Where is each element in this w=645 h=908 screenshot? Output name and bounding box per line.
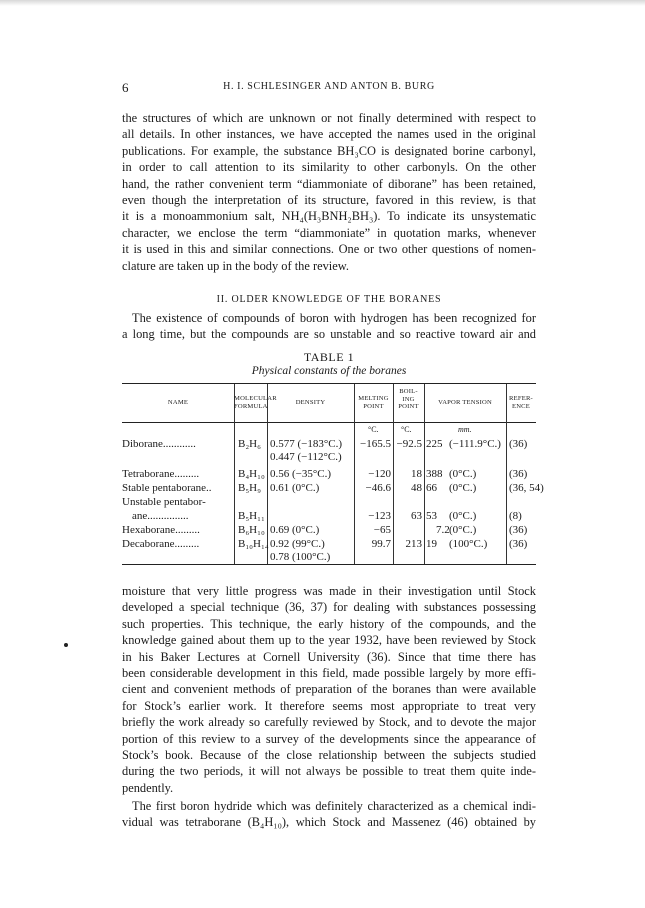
text-line: cient and convenient methods of preparation of the boranes than were available <box>122 682 536 697</box>
table-cell-density: 0.447 (−112°C.) <box>270 451 342 463</box>
text-line: developed a special technique (36, 37) for dealing with substances possessing <box>122 600 536 615</box>
table-cell-name: Diborane............ <box>122 438 196 450</box>
paragraph-first-hydride <box>122 798 536 831</box>
table-cell-vapor-mm: 66 <box>426 482 437 494</box>
table-cell-density: 0.69 (0°C.) <box>270 524 320 536</box>
text-line: pendently. <box>122 780 174 795</box>
table-cell-vapor-mm: 53 <box>426 510 437 522</box>
header-vapor-tension: VAPOR TENSION <box>438 399 492 406</box>
unit-vapor: mm. <box>458 425 472 434</box>
col-divider <box>354 384 355 564</box>
col-divider <box>424 384 425 564</box>
header-density: DENSITY <box>295 399 326 406</box>
table-cell-boiling: 18 <box>411 468 422 480</box>
header-formula: MOLECULAR FORMULA <box>234 395 277 410</box>
table-cell-name: Decaborane......... <box>122 538 200 550</box>
table-cell-vapor-mm: 7.2 <box>436 524 450 536</box>
table-cell-vapor-temp: (0°C.) <box>449 468 477 480</box>
table-cell-reference: (36) <box>509 524 528 536</box>
text-line: publications. For example, the substance BH₃CO is designated borine carbonyl, <box>122 143 536 158</box>
unit-melting: °C. <box>368 425 379 434</box>
text-line: character, we enclose the term “diammoniate” in quotation marks, whenever <box>122 225 536 240</box>
text-line: it is a monoammonium salt, NH₄(H₃BNH₂BH₃). To indicate its unsystematic <box>122 209 536 224</box>
table-cell-vapor-temp: (100°C.) <box>449 538 488 550</box>
table-cell-density: 0.61 (0°C.) <box>270 482 320 494</box>
table-cell-boiling: 63 <box>411 510 422 522</box>
table-cell-vapor-temp: (0°C.) <box>449 524 477 536</box>
table-cell-density: 0.78 (100°C.) <box>270 551 331 563</box>
text-line: Stock’s book. Because of the close relationship between the subjects studied <box>122 748 536 763</box>
table-cell-vapor-temp: (0°C.) <box>449 482 477 494</box>
margin-dot <box>64 643 68 647</box>
table-top-rule <box>122 383 536 384</box>
table-cell-boiling: 48 <box>411 482 422 494</box>
table-cell-formula: B₂H₆ <box>238 438 261 450</box>
col-divider <box>506 384 507 564</box>
running-title: H. I. SCHLESINGER AND ANTON B. BURG <box>223 81 435 92</box>
text-line: it is used in this and similar connections. One or two other questions of nomen- <box>122 242 536 257</box>
section-heading: II. OLDER KNOWLEDGE OF THE BORANES <box>216 294 442 305</box>
text-line: been considerable development in this field, made possible largely by more effi- <box>122 666 536 681</box>
table-cell-melting: −123 <box>368 510 391 522</box>
text-line: such properties. This technique, the early history of the compounds, and the <box>122 616 536 631</box>
text-line: in order to call attention to its similarity to other carbonyls. On the other <box>122 160 536 175</box>
boranes-table <box>122 383 544 566</box>
header-boiling-point: BOIL- ING POINT <box>398 388 419 410</box>
table-cell-name: Stable pentaborane.. <box>122 482 212 494</box>
table-cell-name: ane............... <box>132 510 189 522</box>
table-cell-reference: (36, 54) <box>509 482 544 494</box>
table-cell-formula: B₅H₉ <box>238 482 261 494</box>
table-header-rule <box>122 422 536 423</box>
page-header <box>122 80 536 96</box>
table-cell-reference: (36) <box>509 468 528 480</box>
text-line: portion of this review to a survey of the developments since the appearance of <box>122 731 536 746</box>
text-line: briefly the work already so carefully reviewed by Stock, and to devote the major <box>122 715 536 730</box>
text-line: during the two periods, it will not always be possible to treat them quite inde- <box>122 764 536 779</box>
table-cell-boiling: 213 <box>405 538 422 550</box>
table-title: TABLE 1 <box>303 350 355 364</box>
table-caption: Physical constants of the boranes <box>251 365 407 377</box>
text-line: clature are taken up in the body of the review. <box>122 258 349 273</box>
table-cell-melting: −120 <box>368 468 391 480</box>
unit-boiling: °C. <box>401 425 412 434</box>
table-cell-reference: (36) <box>509 538 528 550</box>
table-cell-melting: −46.6 <box>365 482 391 494</box>
table-cell-melting: −165.5 <box>360 438 391 450</box>
table-cell-name: Unstable pentabor- <box>122 496 206 508</box>
text-line: knowledge gained about them up to the year 1932, have been reviewed by Stock <box>122 633 536 648</box>
table-cell-name: Tetraborane......... <box>122 468 200 480</box>
text-line: hand, the rather convenient term “diammoniate of diborane” has been retained, <box>122 176 536 191</box>
table-cell-vapor-mm: 388 <box>426 468 443 480</box>
table-cell-formula: B₄H₁₀ <box>238 468 265 480</box>
table-cell-vapor-temp: (0°C.) <box>449 510 477 522</box>
table-cell-melting: 99.7 <box>371 538 391 550</box>
page-number: 6 <box>122 80 129 95</box>
col-divider <box>234 384 235 564</box>
table-cell-boiling: −92.5 <box>396 438 422 450</box>
table-cell-reference: (36) <box>509 438 528 450</box>
text-line: The existence of compounds of boron with hydrogen has been recognized for <box>132 311 536 325</box>
text-line: vidual was tetraborane (B₄H₁₀), which Stock and Massenez (46) obtained by <box>122 815 536 830</box>
col-divider <box>267 384 268 564</box>
text-line: in his Baker Lectures at Cornell University (36). Since that time there has <box>122 649 536 664</box>
header-name: NAME <box>167 399 189 406</box>
text-line: for Stock’s earlier work. It therefore seems most appropriate to treat very <box>122 698 536 713</box>
paragraph-nomenclature <box>122 110 536 274</box>
table-cell-density: 0.92 (99°C.) <box>270 538 325 550</box>
paragraph-older-knowledge <box>122 310 536 343</box>
table-cell-density: 0.56 (−35°C.) <box>270 468 332 480</box>
table-cell-formula: B₆H₁₀ <box>238 524 265 536</box>
table-cell-name: Hexaborane......... <box>122 524 200 536</box>
text-line: the structures of which are unknown or not finally determined with respect to <box>122 111 536 125</box>
table-cell-vapor-temp: (−111.9°C.) <box>449 438 501 450</box>
text-line: moisture that very little progress was made in their investigation until Stock <box>122 584 536 598</box>
table-cell-density: 0.577 (−183°C.) <box>270 438 343 450</box>
scan-edge <box>0 0 645 6</box>
text-line: The first boron hydride which was definitely characterized as a chemical indi- <box>132 799 536 813</box>
text-line: even though the interpretation of its structure, favored in this review, is that <box>122 193 536 208</box>
text-line: a long time, but the compounds are so unstable and so reactive toward air and <box>122 327 536 342</box>
table-cell-formula: B₅H₁₁ <box>238 510 265 522</box>
table-cell-vapor-mm: 225 <box>426 438 443 450</box>
paragraph-stock-technique <box>122 583 536 796</box>
table-cell-melting: −65 <box>373 524 391 536</box>
table-cell-reference: (8) <box>509 510 522 522</box>
text-line: all details. In other instances, we have accepted the names used in the original <box>122 127 536 142</box>
table-cell-vapor-mm: 19 <box>426 538 437 550</box>
header-melting-point: MELTING POINT <box>358 395 389 410</box>
header-reference: REFER- ENCE <box>509 395 533 410</box>
table-cell-formula: B₁₀H₁₄ <box>238 538 269 550</box>
table-bottom-rule <box>122 564 536 565</box>
